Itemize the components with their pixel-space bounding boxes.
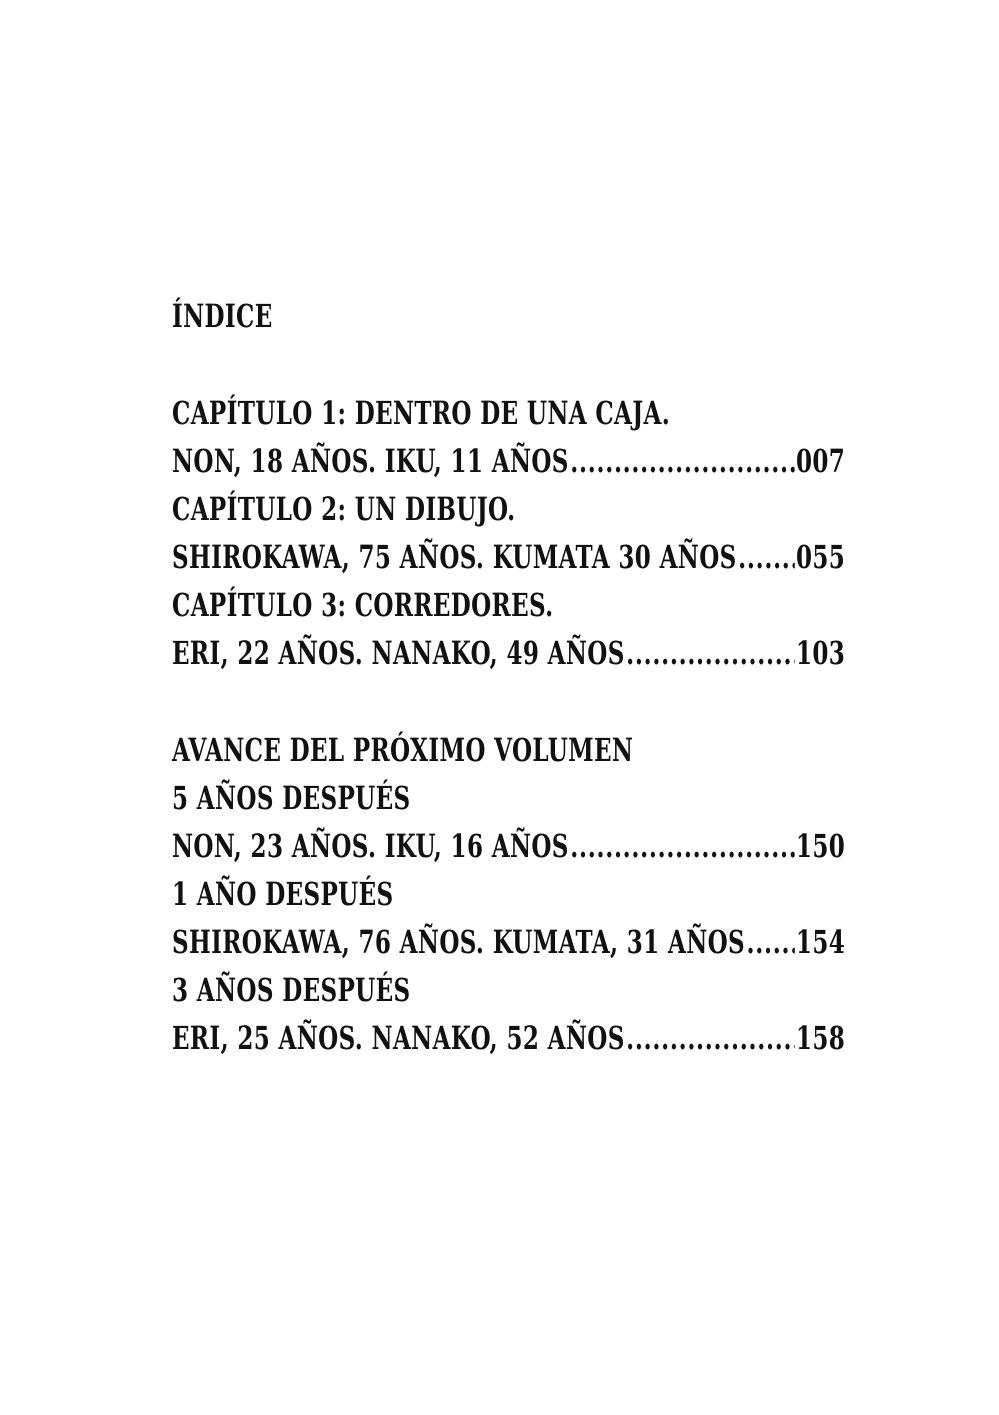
preview-1-entry xyxy=(172,826,845,866)
chapter-1-heading: CAPÍTULO 1: DENTRO DE UNA CAJA. xyxy=(172,394,671,432)
chapter-2-page-number: 055 xyxy=(796,538,846,576)
chapter-3-entry xyxy=(172,633,845,673)
chapter-1-entry-label: NON, 18 AÑOS. IKU, 11 AÑOS xyxy=(172,442,569,480)
dot-leader xyxy=(570,441,794,481)
preview-1-heading: 5 AÑOS DESPUÉS xyxy=(172,779,411,817)
dot-leader xyxy=(746,922,794,962)
preview-1-page-number: 150 xyxy=(796,827,846,865)
toc-title: ÍNDICE xyxy=(172,297,273,335)
chapter-1-entry xyxy=(172,441,845,481)
chapter-3-page-number: 103 xyxy=(796,634,846,672)
preview-3-entry xyxy=(172,1018,845,1058)
chapter-1-page-number: 007 xyxy=(796,442,846,480)
chapter-2-entry-label: SHIROKAWA, 75 AÑOS. KUMATA 30 AÑOS xyxy=(172,538,737,576)
preview-3-heading: 3 AÑOS DESPUÉS xyxy=(172,971,411,1009)
preview-3-entry-label: ERI, 25 AÑOS. NANAKO, 52 AÑOS xyxy=(172,1019,625,1057)
preview-3-page-number: 158 xyxy=(796,1019,846,1057)
preview-2-entry-label: SHIROKAWA, 76 AÑOS. KUMATA, 31 AÑOS xyxy=(172,923,746,961)
dot-leader xyxy=(570,826,794,866)
dot-leader xyxy=(626,1018,794,1058)
dot-leader xyxy=(626,633,794,673)
preview-2-heading: 1 AÑO DESPUÉS xyxy=(172,875,394,913)
preview-1-entry-label: NON, 23 AÑOS. IKU, 16 AÑOS xyxy=(172,827,569,865)
preview-2-entry xyxy=(172,922,845,962)
chapter-3-heading: CAPÍTULO 3: CORREDORES. xyxy=(172,586,554,624)
preview-2-page-number: 154 xyxy=(796,923,846,961)
preview-heading: AVANCE DEL PRÓXIMO VOLUMEN xyxy=(172,731,634,769)
chapter-2-entry xyxy=(172,537,845,577)
chapter-3-entry-label: ERI, 22 AÑOS. NANAKO, 49 AÑOS xyxy=(172,634,625,672)
chapter-2-heading: CAPÍTULO 2: UN DIBUJO. xyxy=(172,490,516,528)
dot-leader xyxy=(738,537,794,577)
